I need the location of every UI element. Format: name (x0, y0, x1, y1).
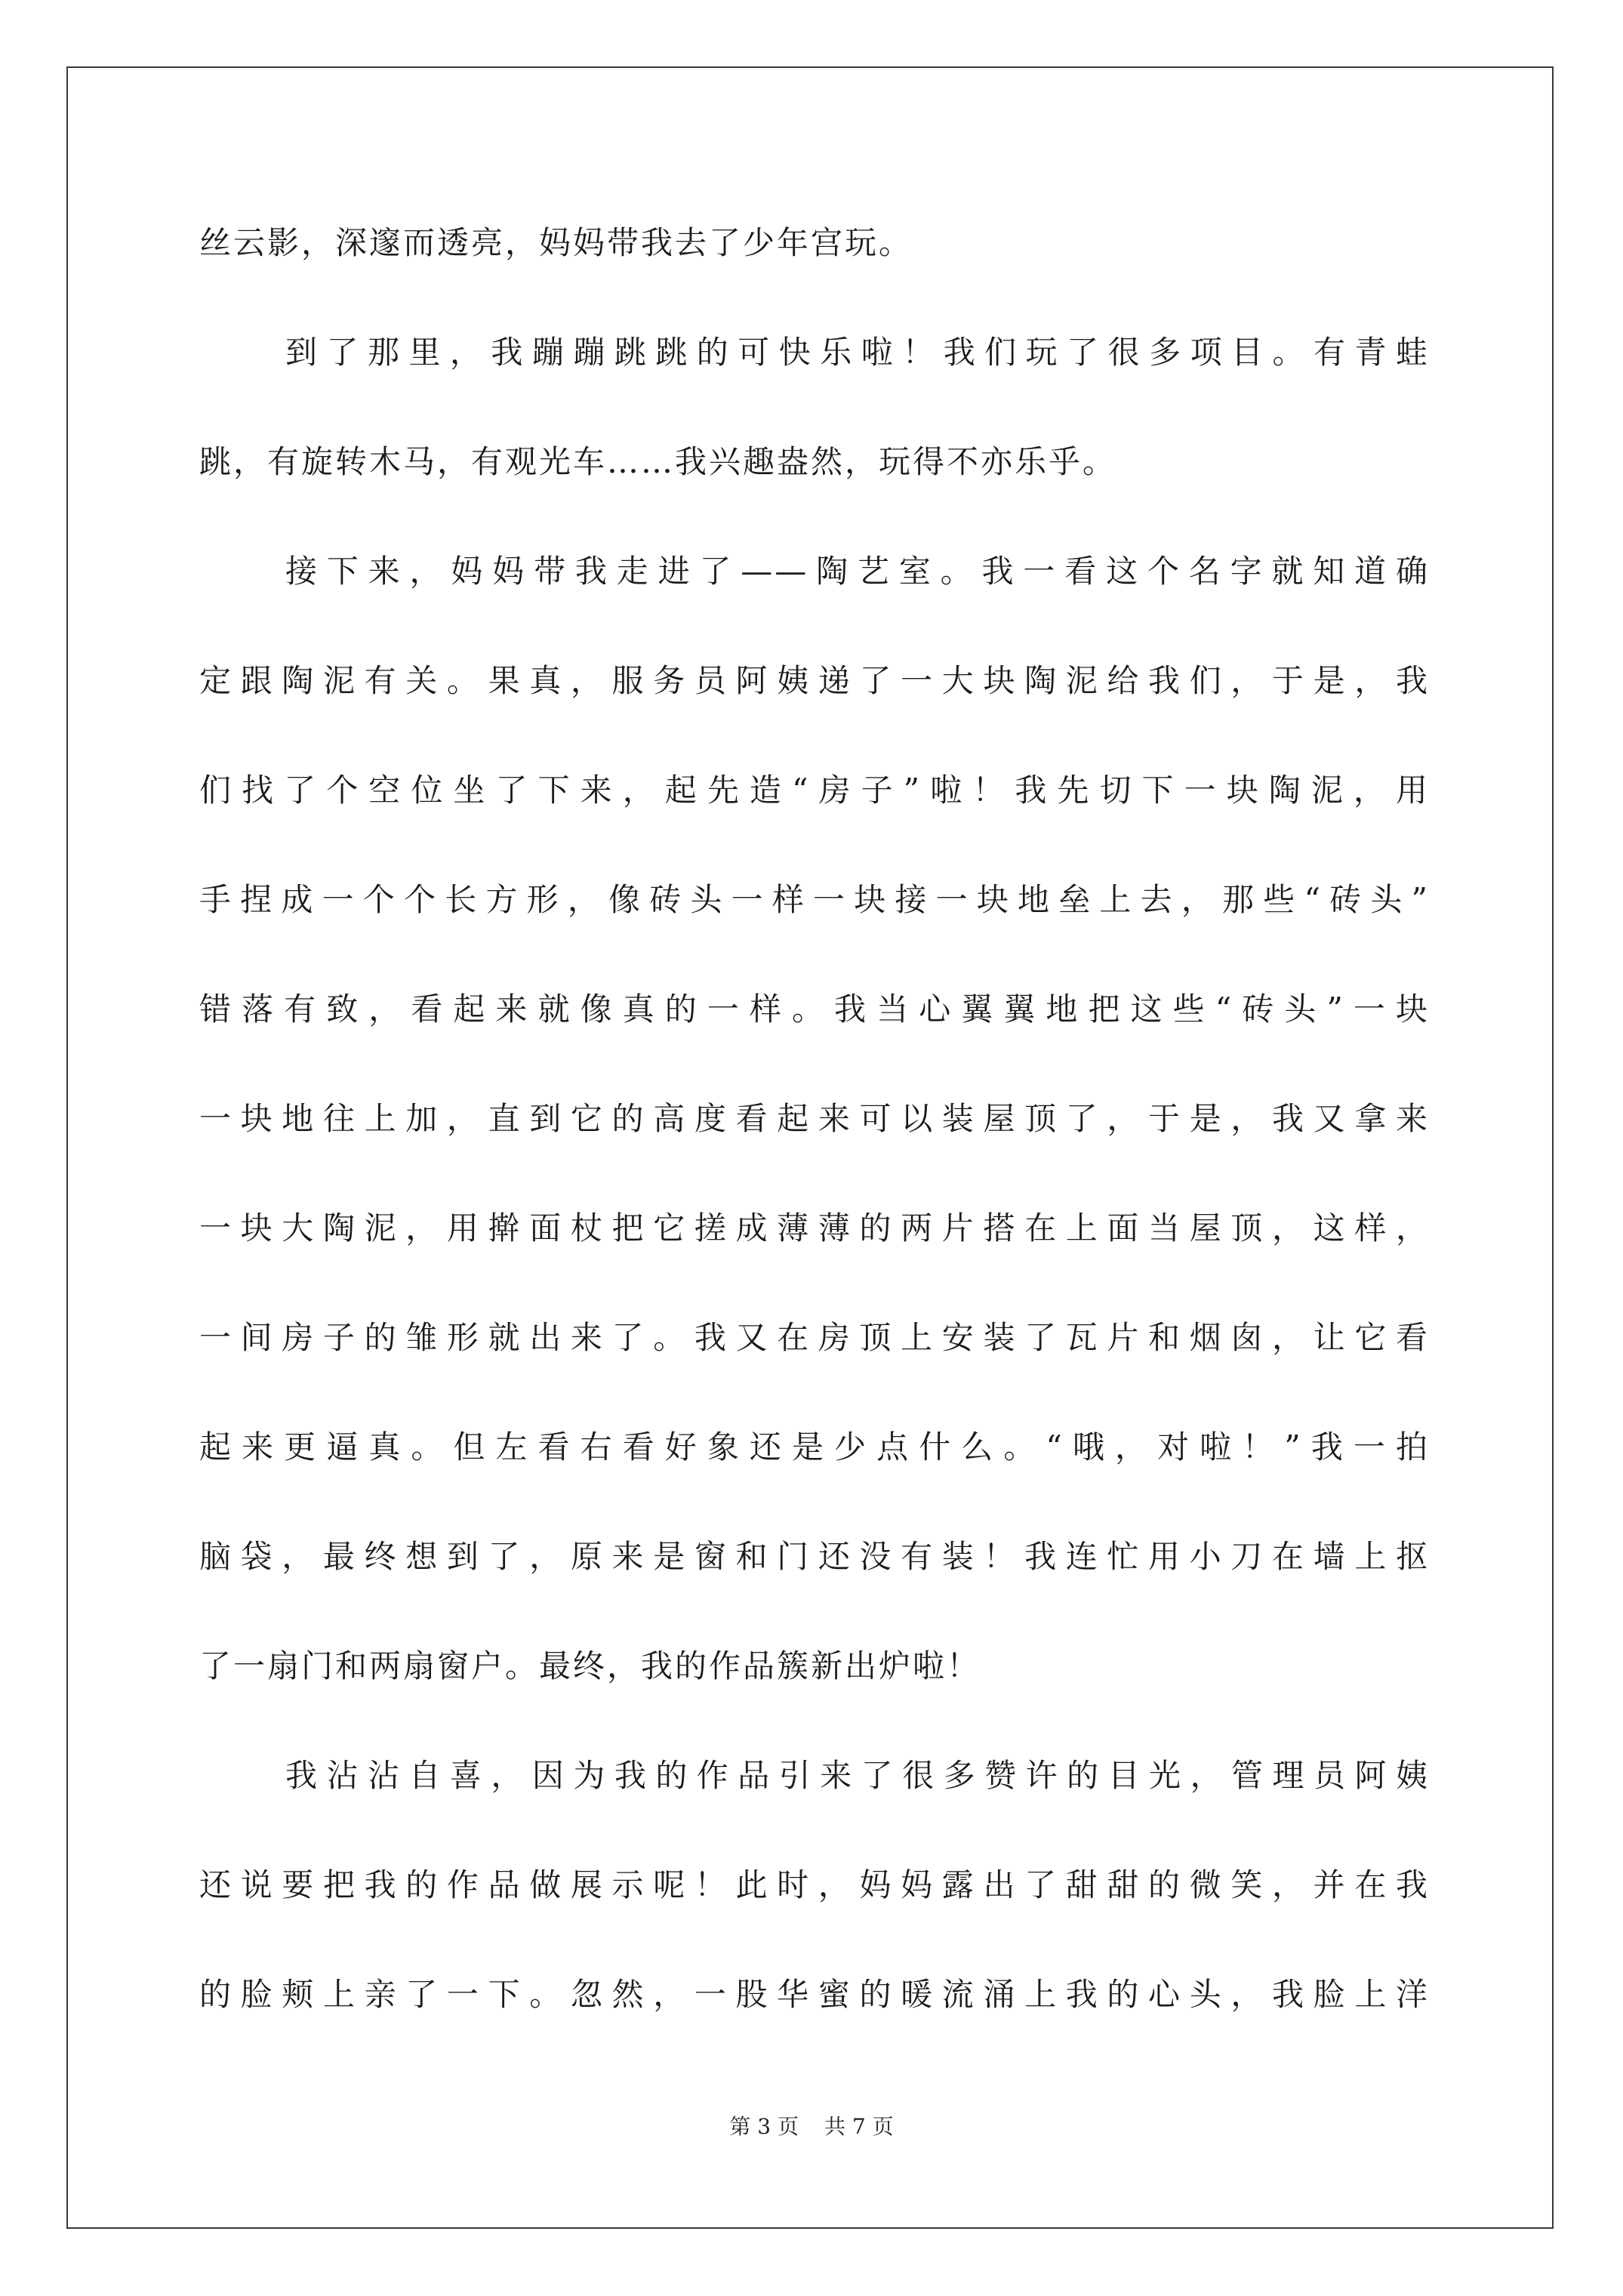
text-line: 一块地往上加，直到它的高度看起来可以装屋顶了，于是，我又拿来 (199, 1100, 1430, 1137)
text-line: 起来更逼真。但左看右看好象还是少点什么。“哦，对啦！”我一拍 (199, 1428, 1430, 1465)
text-line: 还说要把我的作品做展示呢！此时，妈妈露出了甜甜的微笑，并在我 (199, 1866, 1430, 1903)
body-text (199, 220, 1430, 2082)
text-line: 一间房子的雏形就出来了。我又在房顶上安装了瓦片和烟囱，让它看 (199, 1319, 1430, 1356)
page-footer (0, 2112, 1623, 2142)
text-line: 的脸颊上亲了一下。忽然，一股华蜜的暖流涌上我的心头，我脸上洋 (199, 1976, 1430, 2013)
page-total: 共 7 页 (824, 2114, 894, 2139)
text-line: 了一扇门和两扇窗户。最终，我的作品簇新出炉啦！ (199, 1647, 981, 1684)
text-line: 们找了个空位坐了下来，起先造“房子”啦！我先切下一块陶泥，用 (199, 772, 1430, 809)
text-line: 手捏成一个个长方形，像砖头一样一块接一块地垒上去，那些“砖头” (199, 881, 1430, 918)
page-number: 第 3 页 (729, 2114, 799, 2139)
text-line: 接下来，妈妈带我走进了——陶艺室。我一看这个名字就知道确 (285, 553, 1430, 590)
text-line: 到了那里，我蹦蹦跳跳的可快乐啦！我们玩了很多项目。有青蛙 (285, 334, 1430, 371)
text-line: 我沾沾自喜，因为我的作品引来了很多赞许的目光，管理员阿姨 (285, 1757, 1430, 1794)
text-line: 一块大陶泥，用擀面杖把它搓成薄薄的两片搭在上面当屋顶，这样， (199, 1210, 1430, 1247)
text-line: 错落有致，看起来就像真的一样。我当心翼翼地把这些“砖头”一块 (199, 991, 1430, 1028)
text-line: 脑袋，最终想到了，原来是窗和门还没有装！我连忙用小刀在墙上抠 (199, 1538, 1430, 1575)
text-line: 丝云影，深邃而透亮，妈妈带我去了少年宫玩。 (199, 224, 913, 261)
text-line: 跳，有旋转木马，有观光车……我兴趣盎然，玩得不亦乐乎。 (199, 443, 1117, 480)
text-line: 定跟陶泥有关。果真，服务员阿姨递了一大块陶泥给我们，于是，我 (199, 662, 1430, 699)
